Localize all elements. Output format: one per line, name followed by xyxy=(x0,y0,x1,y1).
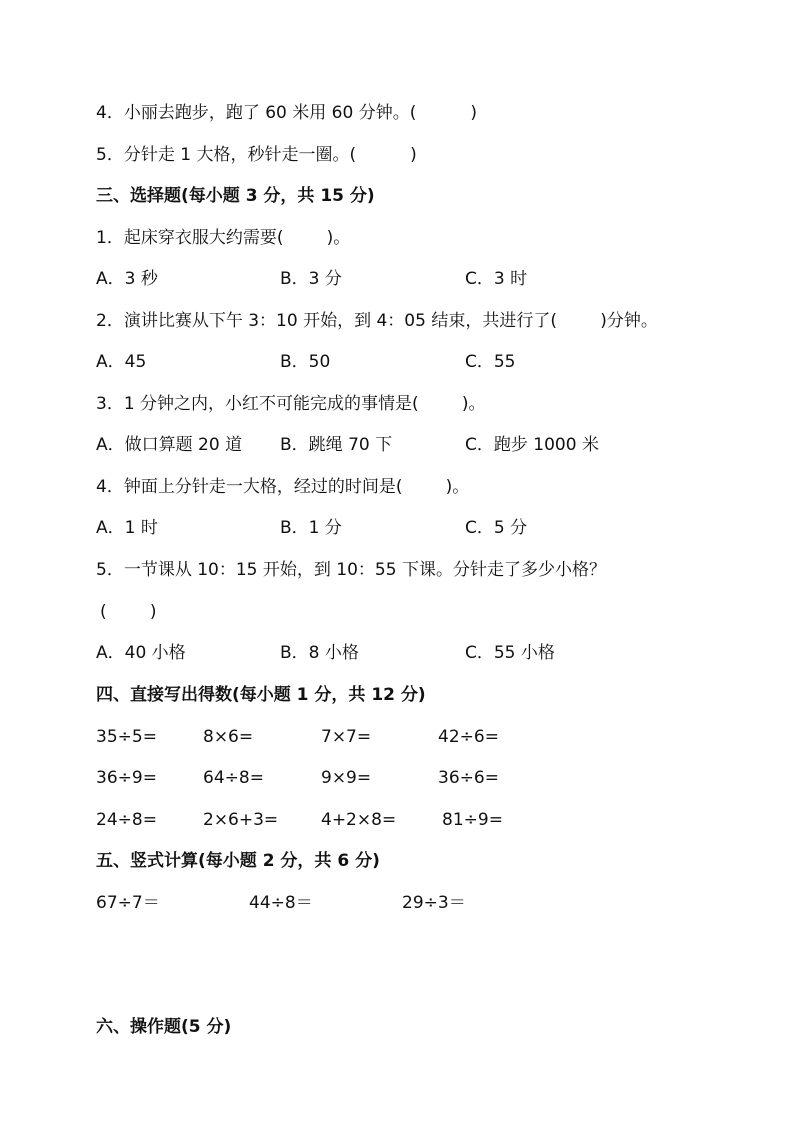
choice-question-4-stem: 4．钟面上分针走一大格，经过的时间是( )。 xyxy=(96,477,470,497)
choice-question-4-option-c: C．5 分 xyxy=(465,518,528,538)
mental-math-item: 36÷6= xyxy=(438,768,499,788)
choice-question-3-stem: 3．1 分钟之内，小红不可能完成的事情是( )。 xyxy=(96,394,486,414)
mental-math-item: 4+2×8= xyxy=(321,810,397,830)
choice-question-1-option-c: C．3 时 xyxy=(465,269,528,289)
choice-question-1-stem: 1．起床穿衣服大约需要( )。 xyxy=(96,228,351,248)
choice-question-3-option-a: A．做口算题 20 道 xyxy=(96,435,243,455)
section-heading-operation: 六、操作题(5 分) xyxy=(96,1017,232,1037)
choice-question-2-option-a: A．45 xyxy=(96,352,147,372)
vertical-calc-item: 44÷8＝ xyxy=(249,893,313,913)
mental-math-item: 24÷8= xyxy=(96,810,157,830)
mental-math-item: 42÷6= xyxy=(438,727,499,747)
judge-question-4: 4．小丽去跑步，跑了 60 米用 60 分钟。( ) xyxy=(96,103,477,123)
choice-question-2-option-b: B．50 xyxy=(280,352,331,372)
mental-math-item: 64÷8= xyxy=(203,768,264,788)
mental-math-item: 2×6+3= xyxy=(203,810,279,830)
section-heading-vertical-calc: 五、竖式计算(每小题 2 分，共 6 分) xyxy=(96,851,380,871)
judge-question-5: 5．分针走 1 大格，秒针走一圈。( ) xyxy=(96,145,417,165)
choice-question-2-stem: 2．演讲比赛从下午 3：10 开始，到 4：05 结束，共进行了( )分钟。 xyxy=(96,311,658,331)
mental-math-item: 9×9= xyxy=(321,768,372,788)
vertical-calc-item: 29÷3＝ xyxy=(402,893,466,913)
choice-question-5-stem: 5．一节课从 10：15 开始，到 10：55 下课。分针走了多少小格？ xyxy=(96,560,606,580)
choice-question-5-option-c: C．55 小格 xyxy=(465,643,555,663)
choice-question-3-option-c: C．跑步 1000 米 xyxy=(465,435,599,455)
choice-question-4-option-b: B．1 分 xyxy=(280,518,342,538)
mental-math-item: 35÷5= xyxy=(96,727,157,747)
section-heading-choice: 三、选择题(每小题 3 分，共 15 分) xyxy=(96,186,375,206)
choice-question-1-option-a: A．3 秒 xyxy=(96,269,158,289)
mental-math-item: 7×7= xyxy=(321,727,372,747)
choice-question-4-option-a: A．1 时 xyxy=(96,518,158,538)
mental-math-item: 36÷9= xyxy=(96,768,157,788)
choice-question-1-option-b: B．3 分 xyxy=(280,269,342,289)
mental-math-item: 81÷9= xyxy=(442,810,503,830)
choice-question-5-blank: ( ) xyxy=(100,602,157,622)
vertical-calc-item: 67÷7＝ xyxy=(96,893,160,913)
choice-question-5-option-b: B．8 小格 xyxy=(280,643,359,663)
choice-question-2-option-c: C．55 xyxy=(465,352,516,372)
choice-question-3-option-b: B．跳绳 70 下 xyxy=(280,435,393,455)
section-heading-mental-math: 四、直接写出得数(每小题 1 分，共 12 分) xyxy=(96,685,426,705)
mental-math-item: 8×6= xyxy=(203,727,254,747)
choice-question-5-option-a: A．40 小格 xyxy=(96,643,186,663)
